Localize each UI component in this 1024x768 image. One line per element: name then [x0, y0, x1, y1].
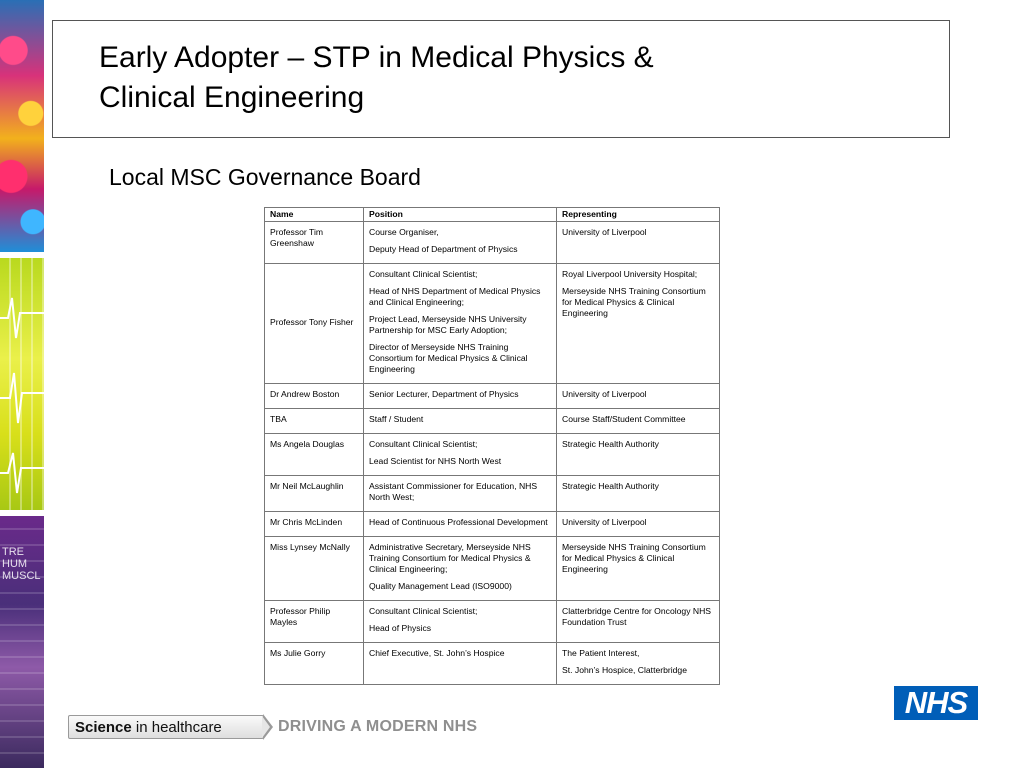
position-line: Head of Continuous Professional Development — [369, 517, 548, 527]
position-line: Assistant Commissioner for Education, NHS North West; — [369, 481, 538, 502]
table-row — [265, 537, 720, 601]
member-position — [364, 643, 557, 685]
member-position — [364, 222, 557, 264]
member-representing — [557, 222, 720, 264]
representing-line: The Patient Interest, — [562, 648, 640, 658]
position-line: Quality Management Lead (ISO9000) — [369, 581, 512, 591]
member-name: Professor Tim Greenshaw — [265, 222, 364, 264]
decorative-photo-middle — [0, 258, 44, 510]
decorative-photo-top — [0, 0, 44, 252]
header-name: Name — [265, 208, 364, 222]
member-name: Professor Philip Mayles — [265, 601, 364, 643]
member-representing — [557, 384, 720, 409]
position-line: Chief Executive, St. John’s Hospice — [369, 648, 505, 658]
member-representing — [557, 537, 720, 601]
strip-text-line: MUSCL — [2, 570, 41, 582]
position-line: Head of Physics — [369, 623, 432, 633]
member-position — [364, 537, 557, 601]
position-line: Director of Merseyside NHS Training Consortium for Medical Physics & Clinical Engineering — [369, 342, 528, 374]
decorative-photo-bottom — [0, 516, 44, 768]
table-row — [265, 643, 720, 685]
position-line: Lead Scientist for NHS North West — [369, 456, 502, 466]
member-representing — [557, 643, 720, 685]
table-row — [265, 264, 720, 384]
member-position — [364, 476, 557, 512]
member-name: Professor Tony Fisher — [265, 264, 364, 384]
table-row — [265, 434, 720, 476]
member-position — [364, 601, 557, 643]
strip-text — [2, 546, 44, 582]
member-name: Miss Lynsey McNally — [265, 537, 364, 601]
header-representing: Representing — [557, 208, 720, 222]
position-line: Administrative Secretary, Merseyside NHS Training Consortium for Medical Physics & Clinical Engineering; — [369, 542, 531, 574]
table-header-row — [265, 208, 720, 222]
member-position — [364, 264, 557, 384]
footer-slogan: DRIVING A MODERN NHS — [278, 718, 478, 735]
member-name: Dr Andrew Boston — [265, 384, 364, 409]
member-representing — [557, 409, 720, 434]
representing-line: University of Liverpool — [562, 227, 647, 237]
member-representing — [557, 434, 720, 476]
table-row — [265, 409, 720, 434]
strip-text-line: TRE HUM — [2, 546, 28, 570]
representing-line: University of Liverpool — [562, 389, 647, 399]
representing-line: Merseyside NHS Training Consortium for Medical Physics & Clinical Engineering — [562, 286, 706, 318]
header-position: Position — [364, 208, 557, 222]
table-row — [265, 222, 720, 264]
position-line: Senior Lecturer, Department of Physics — [369, 389, 519, 399]
member-representing — [557, 512, 720, 537]
position-line: Consultant Clinical Scientist; — [369, 269, 478, 279]
science-word: Science — [75, 719, 132, 736]
science-in-healthcare-logo — [68, 715, 264, 739]
position-line: Project Lead, Merseyside NHS University Partnership for MSC Early Adoption; — [369, 314, 527, 335]
slide-subtitle: Local MSC Governance Board — [109, 164, 421, 190]
representing-line: Clatterbridge Centre for Oncology NHS Foundation Trust — [562, 606, 712, 627]
representing-line: University of Liverpool — [562, 517, 647, 527]
member-name: Ms Angela Douglas — [265, 434, 364, 476]
title-box — [52, 20, 950, 138]
logo-arrow-inner-icon — [262, 716, 270, 738]
member-representing — [557, 264, 720, 384]
position-line: Course Organiser, — [369, 227, 439, 237]
slide-title-line-2: Clinical Engineering — [99, 81, 365, 114]
member-representing — [557, 601, 720, 643]
member-name: TBA — [265, 409, 364, 434]
representing-line: Royal Liverpool University Hospital; — [562, 269, 698, 279]
governance-board-table — [264, 207, 720, 685]
nhs-logo: NHS — [894, 686, 978, 720]
position-line: Head of NHS Department of Medical Physics and Clinical Engineering; — [369, 286, 541, 307]
position-line: Staff / Student — [369, 414, 424, 424]
member-name: Mr Neil McLaughlin — [265, 476, 364, 512]
table-row — [265, 476, 720, 512]
representing-line: Course Staff/Student Committee — [562, 414, 686, 424]
table-row — [265, 512, 720, 537]
representing-line: Strategic Health Authority — [562, 481, 659, 491]
position-line: Deputy Head of Department of Physics — [369, 244, 518, 254]
representing-line: St. John’s Hospice, Clatterbridge — [562, 665, 687, 675]
position-line: Consultant Clinical Scientist; — [369, 606, 478, 616]
member-position — [364, 434, 557, 476]
member-position — [364, 409, 557, 434]
member-name: Mr Chris McLinden — [265, 512, 364, 537]
slide-title-line-1: Early Adopter – STP in Medical Physics & — [99, 41, 654, 74]
position-line: Consultant Clinical Scientist; — [369, 439, 478, 449]
member-position — [364, 512, 557, 537]
member-position — [364, 384, 557, 409]
in-healthcare-word: in healthcare — [131, 719, 222, 736]
member-name: Ms Julie Gorry — [265, 643, 364, 685]
table-row — [265, 384, 720, 409]
table-row — [265, 601, 720, 643]
representing-line: Strategic Health Authority — [562, 439, 659, 449]
science-in-healthcare-text — [75, 719, 222, 737]
member-representing — [557, 476, 720, 512]
ecg-wave-graphic — [0, 258, 44, 510]
representing-line: Merseyside NHS Training Consortium for Medical Physics & Clinical Engineering — [562, 542, 706, 574]
